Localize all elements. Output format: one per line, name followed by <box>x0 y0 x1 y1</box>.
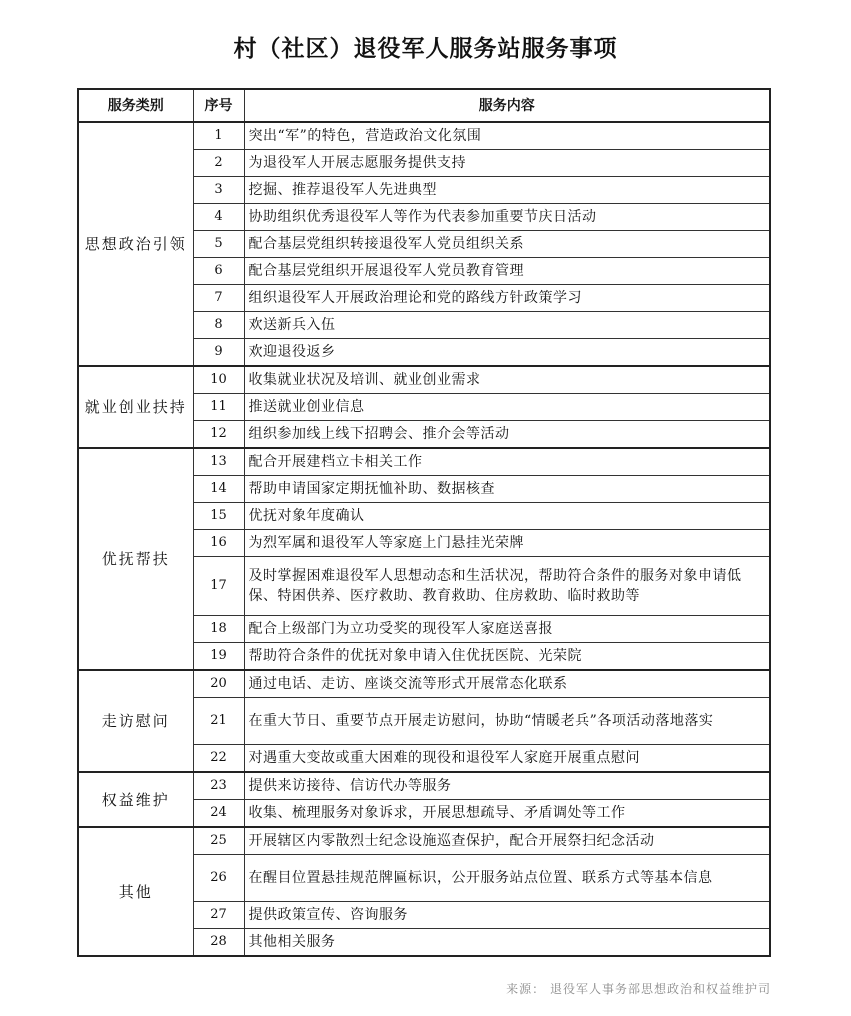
item-content: 挖掘、推荐退役军人先进典型 <box>244 177 770 204</box>
item-number: 27 <box>193 902 244 929</box>
category-cell: 就业创业扶持 <box>78 366 193 448</box>
item-content: 突出“军”的特色，营造政治文化氛围 <box>244 122 770 150</box>
item-content: 欢送新兵入伍 <box>244 312 770 339</box>
item-number: 6 <box>193 258 244 285</box>
item-content: 推送就业创业信息 <box>244 394 770 421</box>
category-cell: 优抚帮扶 <box>78 448 193 670</box>
item-number: 21 <box>193 698 244 745</box>
item-number: 20 <box>193 670 244 698</box>
item-content: 提供来访接待、信访代办等服务 <box>244 772 770 800</box>
table-header-row <box>78 89 770 122</box>
item-number: 9 <box>193 339 244 367</box>
item-content: 优抚对象年度确认 <box>244 503 770 530</box>
item-content: 配合上级部门为立功受奖的现役军人家庭送喜报 <box>244 616 770 643</box>
item-content: 在醒目位置悬挂规范牌匾标识，公开服务站点位置、联系方式等基本信息 <box>244 855 770 902</box>
item-content: 及时掌握困难退役军人思想动态和生活状况，帮助符合条件的服务对象申请低保、特困供养、医疗救助、教育救助、住房救助、临时救助等 <box>244 557 770 616</box>
item-number: 12 <box>193 421 244 449</box>
category-cell: 思想政治引领 <box>78 122 193 366</box>
item-number: 14 <box>193 476 244 503</box>
item-content: 配合基层党组织转接退役军人党员组织关系 <box>244 231 770 258</box>
item-number: 28 <box>193 929 244 957</box>
item-number: 11 <box>193 394 244 421</box>
item-number: 24 <box>193 800 244 828</box>
source-note: 来源： 退役军人事务部思想政治和权益维护司 <box>506 982 771 996</box>
item-content: 提供政策宣传、咨询服务 <box>244 902 770 929</box>
item-number: 19 <box>193 643 244 671</box>
item-number: 15 <box>193 503 244 530</box>
table-row <box>78 366 770 394</box>
item-content: 对遇重大变故或重大困难的现役和退役军人家庭开展重点慰问 <box>244 745 770 773</box>
item-content: 欢迎退役返乡 <box>244 339 770 367</box>
item-content: 组织参加线上线下招聘会、推介会等活动 <box>244 421 770 449</box>
page-title: 村（社区）退役军人服务站服务事项 <box>233 36 618 62</box>
item-number: 4 <box>193 204 244 231</box>
item-content: 帮助申请国家定期抚恤补助、数据核查 <box>244 476 770 503</box>
item-content: 为烈军属和退役军人等家庭上门悬挂光荣牌 <box>244 530 770 557</box>
item-number: 17 <box>193 557 244 616</box>
item-content: 收集、梳理服务对象诉求，开展思想疏导、矛盾调处等工作 <box>244 800 770 828</box>
table-row <box>78 122 770 150</box>
item-content: 收集就业状况及培训、就业创业需求 <box>244 366 770 394</box>
item-content: 帮助符合条件的优抚对象申请入住优抚医院、光荣院 <box>244 643 770 671</box>
item-number: 13 <box>193 448 244 476</box>
category-cell: 走访慰问 <box>78 670 193 772</box>
category-cell: 权益维护 <box>78 772 193 827</box>
table-row <box>78 670 770 698</box>
item-number: 26 <box>193 855 244 902</box>
item-number: 22 <box>193 745 244 773</box>
item-number: 8 <box>193 312 244 339</box>
header-number: 序号 <box>193 89 244 122</box>
item-number: 3 <box>193 177 244 204</box>
table-row <box>78 448 770 476</box>
table-row <box>78 772 770 800</box>
table-row <box>78 827 770 855</box>
category-cell: 其他 <box>78 827 193 956</box>
item-number: 18 <box>193 616 244 643</box>
item-number: 10 <box>193 366 244 394</box>
item-content: 为退役军人开展志愿服务提供支持 <box>244 150 770 177</box>
item-number: 5 <box>193 231 244 258</box>
item-content: 组织退役军人开展政治理论和党的路线方针政策学习 <box>244 285 770 312</box>
item-content: 其他相关服务 <box>244 929 770 957</box>
item-number: 25 <box>193 827 244 855</box>
item-number: 7 <box>193 285 244 312</box>
item-number: 16 <box>193 530 244 557</box>
item-content: 通过电话、走访、座谈交流等形式开展常态化联系 <box>244 670 770 698</box>
item-number: 2 <box>193 150 244 177</box>
header-content: 服务内容 <box>244 89 770 122</box>
table-body <box>78 122 770 956</box>
item-content: 配合开展建档立卡相关工作 <box>244 448 770 476</box>
item-content: 在重大节日、重要节点开展走访慰问，协助“情暖老兵”各项活动落地落实 <box>244 698 770 745</box>
item-content: 开展辖区内零散烈士纪念设施巡查保护，配合开展祭扫纪念活动 <box>244 827 770 855</box>
header-category: 服务类别 <box>78 89 193 122</box>
item-content: 配合基层党组织开展退役军人党员教育管理 <box>244 258 770 285</box>
item-content: 协助组织优秀退役军人等作为代表参加重要节庆日活动 <box>244 204 770 231</box>
item-number: 23 <box>193 772 244 800</box>
services-table <box>77 88 771 957</box>
item-number: 1 <box>193 122 244 150</box>
